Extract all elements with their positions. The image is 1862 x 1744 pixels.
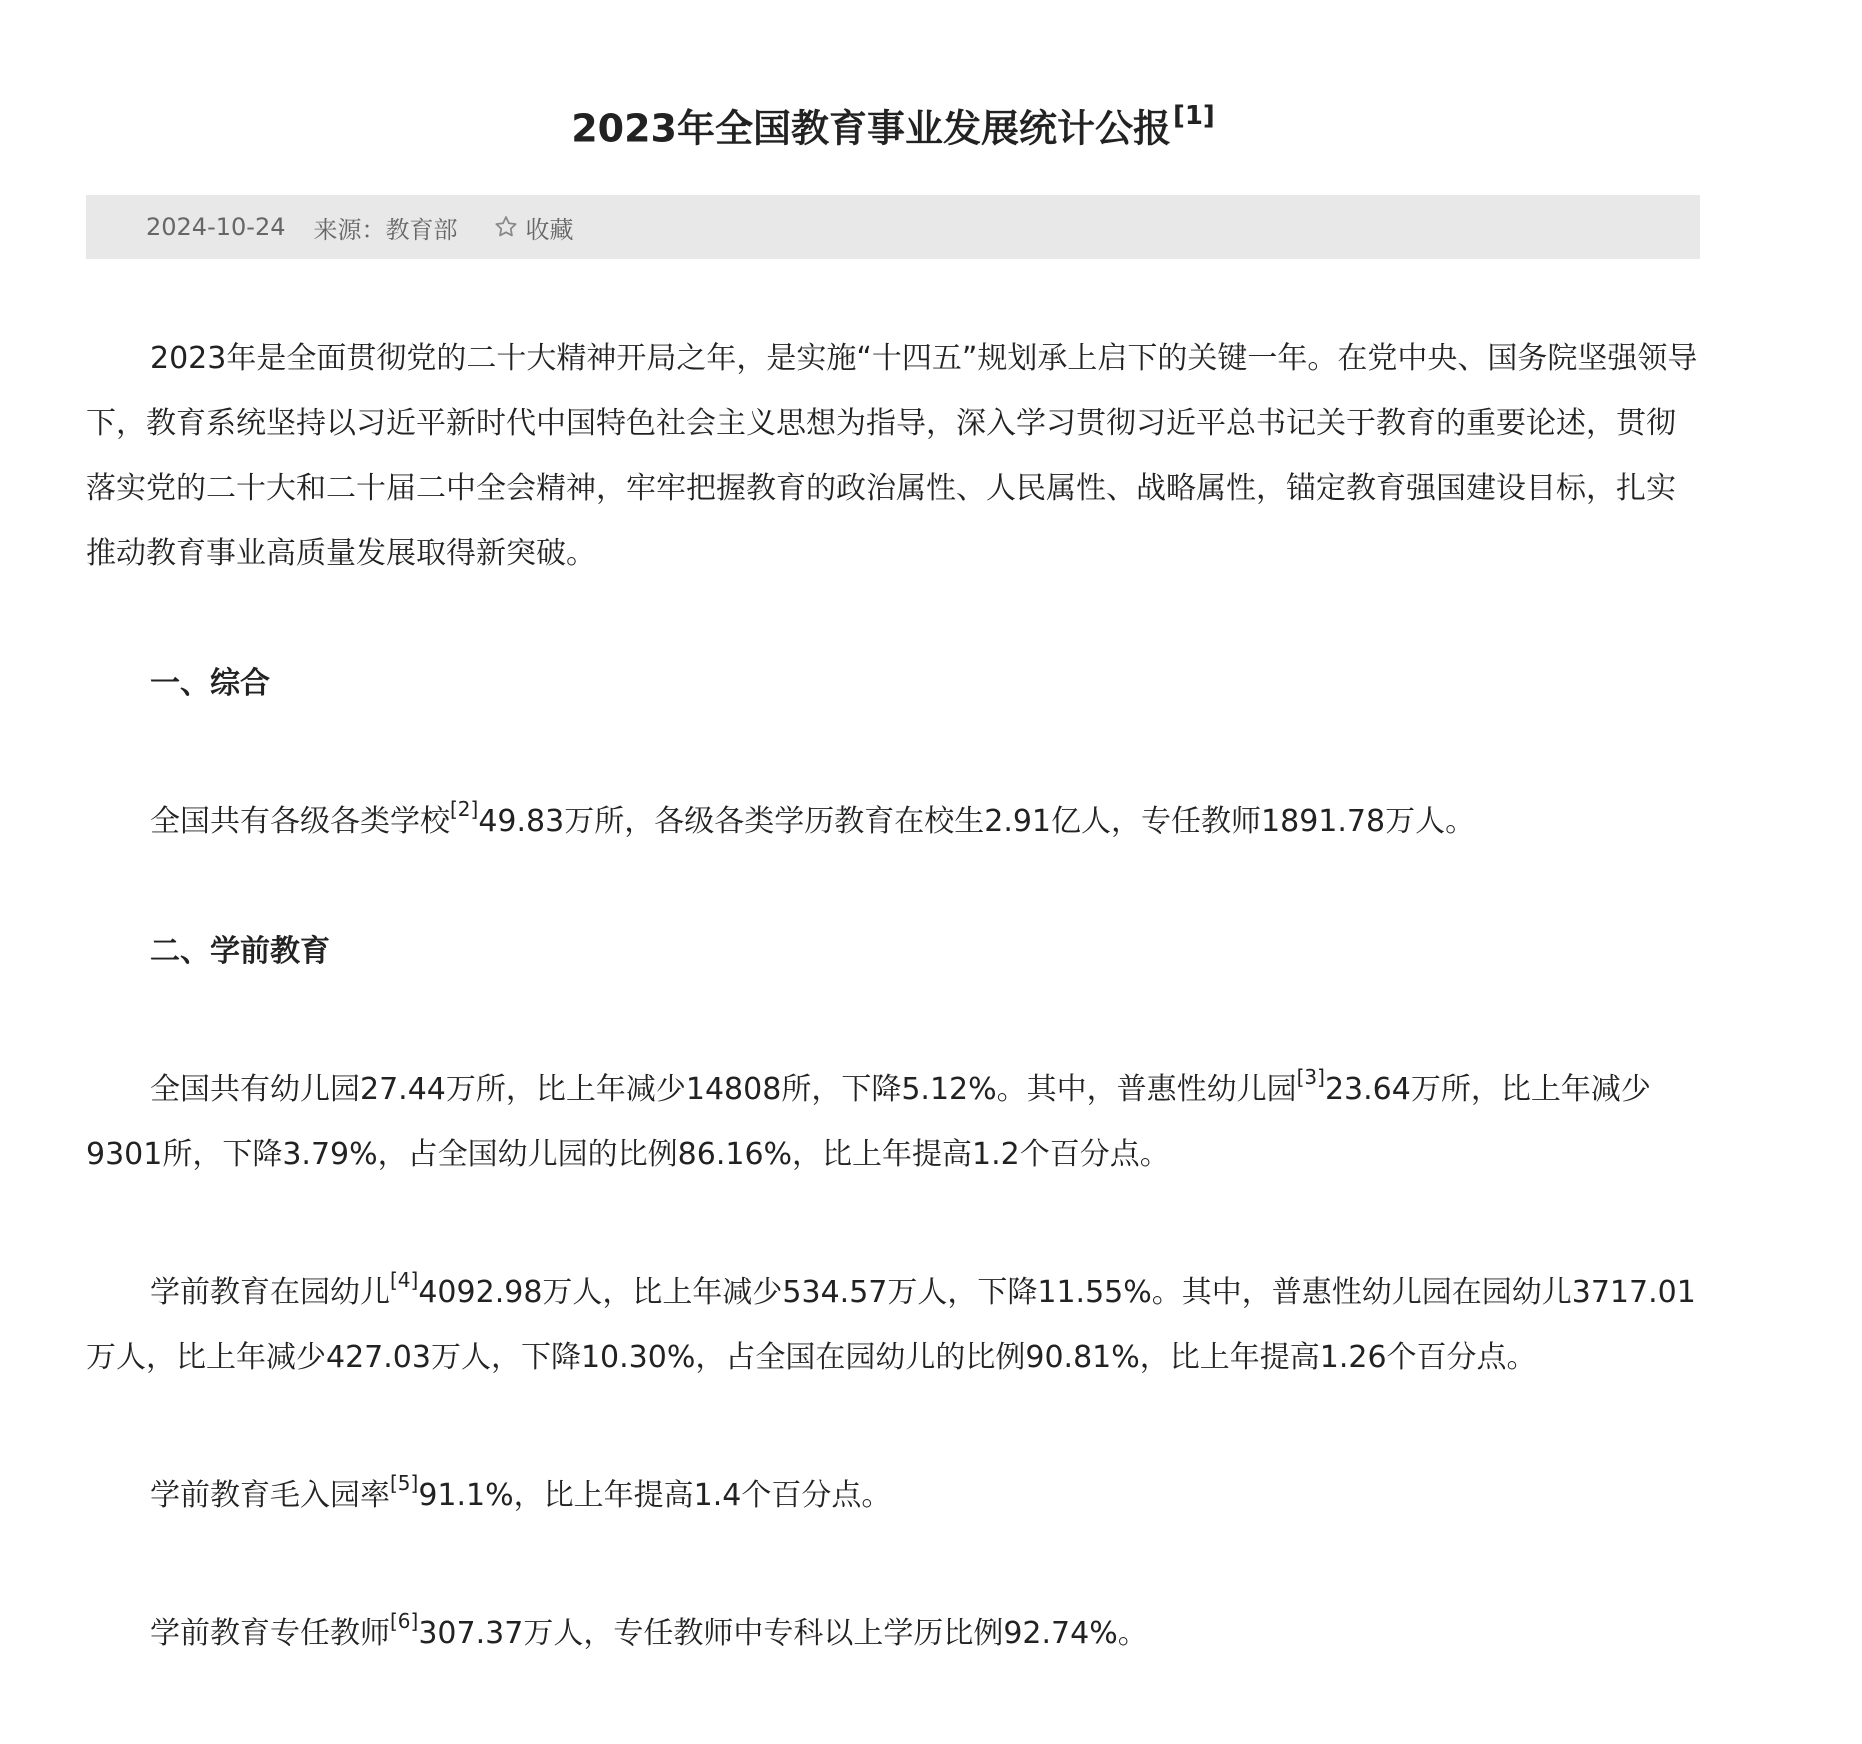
paragraph-enrollment-rate — [86, 1455, 1700, 1528]
paragraph-text: 49.83万所，各级各类学历教育在校生2.91亿人，专任教师1891.78万人。 — [478, 804, 1476, 839]
source-label: 来源： — [313, 215, 386, 244]
article-body — [86, 326, 1700, 1666]
paragraph-text: 全国共有幼儿园27.44万所，比上年减少14808所，下降5.12%。其中，普惠性幼儿园 — [150, 1072, 1297, 1107]
footnote-link[interactable]: [2] — [450, 797, 479, 821]
paragraph-kindergartens — [86, 1049, 1700, 1187]
paragraph-text: 全国共有各级各类学校 — [150, 804, 450, 839]
paragraph-teachers — [86, 1593, 1700, 1666]
favorite-label: 收藏 — [525, 215, 574, 244]
paragraph-text: 91.1%，比上年提高1.4个百分点。 — [418, 1478, 892, 1513]
footnote-link[interactable]: [5] — [390, 1471, 419, 1495]
section-heading-preschool: 二、学前教育 — [150, 934, 330, 969]
paragraph-overview — [86, 781, 1700, 854]
paragraph-text: 学前教育专任教师 — [150, 1616, 390, 1651]
paragraph-text: 307.37万人，专任教师中专科以上学历比例92.74%。 — [418, 1616, 1148, 1651]
article-title — [86, 92, 1700, 157]
title-footnote-link[interactable]: [1] — [1172, 101, 1215, 131]
favorite-button[interactable] — [493, 210, 573, 245]
paragraph-text: 学前教育毛入园率 — [150, 1478, 390, 1513]
section-heading-overview: 一、综合 — [150, 666, 270, 701]
paragraph-text: 23.64万所，比上年减少9301所，下降3.79%，占全国幼儿园的比例86.16%，比上年提高1.2个百分点。 — [86, 1072, 1651, 1172]
footnote-link[interactable]: [6] — [390, 1609, 419, 1633]
star-outline-icon — [493, 214, 519, 240]
intro-paragraph: 2023年是全面贯彻党的二十大精神开局之年，是实施“十四五”规划承上启下的关键一年。在党中央、国务院坚强领导下，教育系统坚持以习近平新时代中国特色社会主义思想为指导，深入学习贯彻习近平总书记关于教育的重要论述，贯彻落实党的二十大和二十届二中全会精神，牢牢把握教育的政治属性、人民属性、战略属性，锚定教育强国建设目标，扎实推动教育事业高质量发展取得新突破。 — [86, 341, 1698, 571]
paragraph-text: 4092.98万人，比上年减少534.57万人，下降11.55%。其中，普惠性幼儿园在园幼儿3717.01万人，比上年减少427.03万人，下降10.30%，占全国在园幼儿的比例90.81%，比上年提高1.26个百分点。 — [86, 1275, 1696, 1375]
article-meta-bar — [86, 195, 1700, 259]
publish-date: 2024-10-24 — [146, 213, 286, 241]
footnote-link[interactable]: [3] — [1296, 1065, 1325, 1089]
source-value: 教育部 — [385, 215, 458, 244]
paragraph-enrolled-children — [86, 1252, 1700, 1390]
paragraph-text: 学前教育在园幼儿 — [150, 1275, 390, 1310]
footnote-link[interactable]: [4] — [390, 1268, 419, 1292]
article-title-text: 2023年全国教育事业发展统计公报 — [571, 106, 1171, 151]
